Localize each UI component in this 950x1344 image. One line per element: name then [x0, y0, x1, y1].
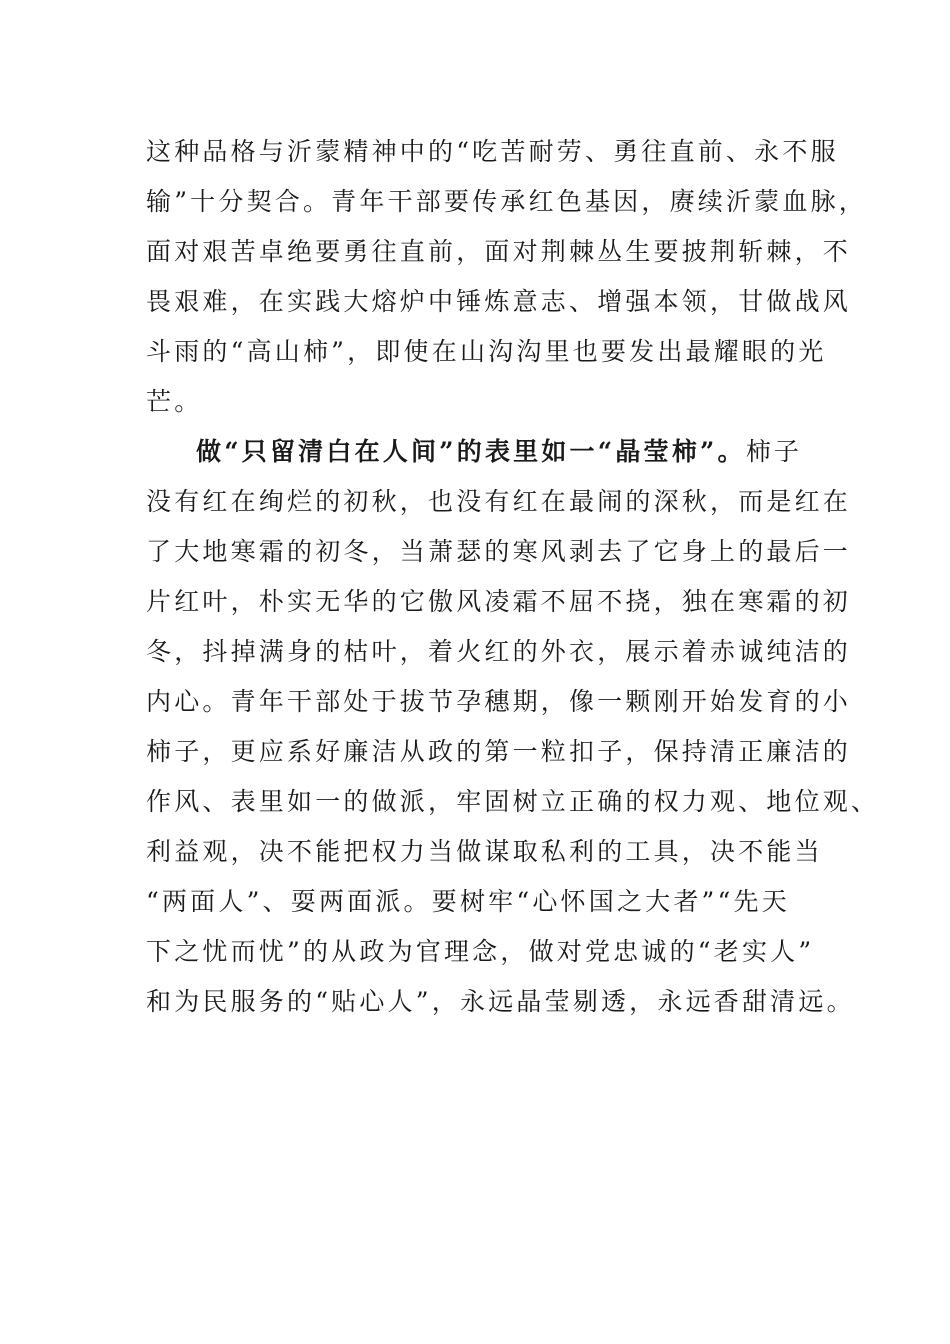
para2-line-1 [196, 437, 802, 467]
para1-line-5: 斗雨的“高山柿”，即使在山沟沟里也要发出最耀眼的光 [146, 337, 827, 366]
para2-line-9: 利益观，决不能把权力当做谋取私利的工具，决不能当 [146, 837, 823, 866]
para2-line-3: 了大地寒霜的初冬，当萧瑟的寒风剥去了它身上的最后一 [146, 537, 852, 566]
para2-line-8: 作风、表里如一的做派，牢固树立正确的权力观、地位观、 [146, 787, 880, 816]
para2-line-6: 内心。青年干部处于拔节孕穗期，像一颗刚开始发育的小 [146, 687, 852, 716]
para1-line-4: 畏艰难，在实践大熔炉中锤炼意志、增强本领，甘做战风 [146, 287, 852, 316]
para2-line-5: 冬，抖掉满身的枯叶，着火红的外衣，展示着赤诚纯洁的 [146, 637, 852, 666]
para2-line-11: 下之忧而忧”的从政为官理念，做对党忠诚的“老实人” [146, 937, 815, 966]
para2-line-10: “两面人”、耍两面派。要树牢“心怀国之大者”“先天 [146, 887, 790, 916]
para1-line-3: 面对艰苦卓绝要勇往直前，面对荆棘丛生要披荆斩棘，不 [146, 237, 852, 266]
para2-first-rest: 柿子 [745, 437, 803, 466]
para1-line-6: 芒。 [146, 387, 203, 416]
para2-line-12: 和为民服务的“贴心人”，永远晶莹剔透，永远香甜清远。 [146, 987, 855, 1016]
para2-line-2: 没有红在绚烂的初秋，也没有红在最闹的深秋，而是红在 [146, 487, 852, 516]
para2-line-4: 片红叶，朴实无华的它傲风凌霜不屈不挠，独在寒霜的初 [146, 587, 852, 616]
para1-line-1: 这种品格与沂蒙精神中的“吃苦耐劳、勇往直前、永不服 [146, 137, 839, 166]
para1-line-2: 输”十分契合。青年干部要传承红色基因，赓续沂蒙血脉， [146, 187, 867, 216]
para2-line-7: 柿子，更应系好廉洁从政的第一粒扣子，保持清正廉洁的 [146, 737, 852, 766]
para2-heading: 做“只留清白在人间”的表里如一“晶莹柿”。 [196, 437, 746, 466]
